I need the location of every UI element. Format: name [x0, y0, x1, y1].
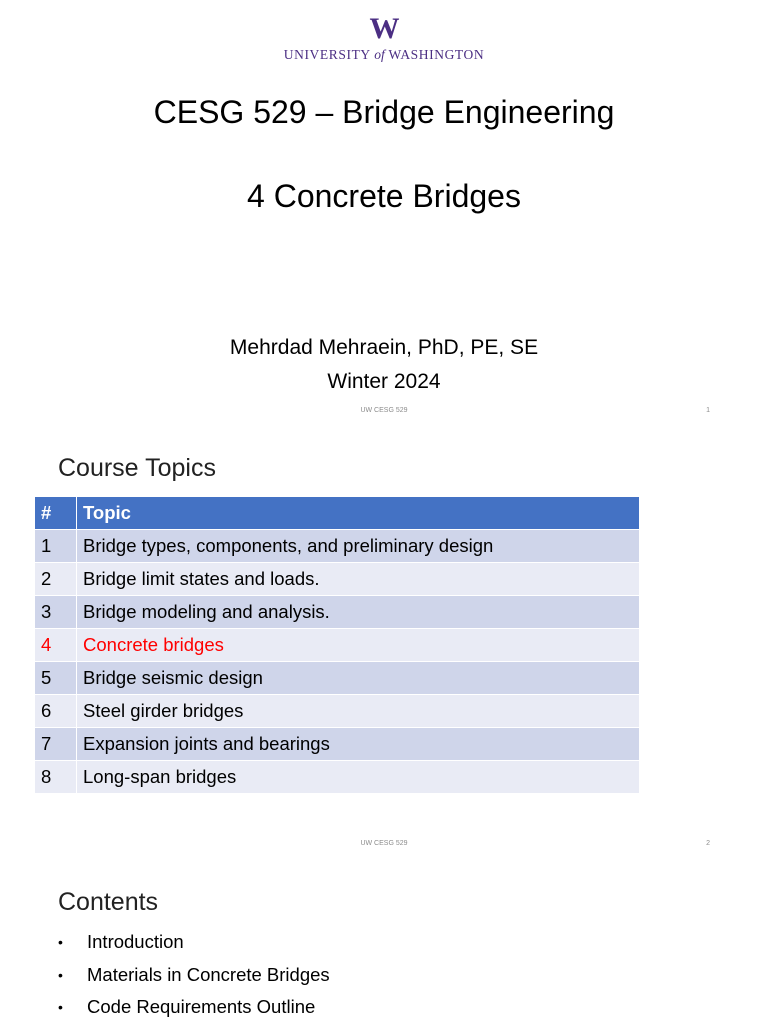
topic-number: 6	[35, 695, 77, 728]
topic-number: 4	[35, 629, 77, 662]
bullet-icon: •	[58, 999, 63, 1015]
topic-number: 1	[35, 530, 77, 563]
course-topics-slide	[0, 434, 768, 866]
topic-title: Steel girder bridges	[77, 695, 640, 728]
uw-wordmark	[0, 47, 768, 63]
topic-number: 3	[35, 596, 77, 629]
column-header-number: #	[35, 497, 77, 530]
topics-table	[35, 497, 639, 794]
title-slide	[0, 0, 768, 432]
topic-title: Expansion joints and bearings	[77, 728, 640, 761]
page-number: 1	[706, 407, 710, 414]
table-row-current	[35, 629, 639, 662]
table-row	[35, 596, 639, 629]
slide-heading: Course Topics	[58, 454, 216, 482]
bullet-icon: •	[58, 934, 63, 950]
contents-slide	[0, 868, 768, 1024]
table-row	[35, 728, 639, 761]
uw-logo	[0, 14, 768, 63]
uw-wordmark-of: of	[374, 47, 385, 62]
list-item-label: Introduction	[87, 931, 184, 952]
topic-number: 2	[35, 563, 77, 596]
topic-title: Bridge types, components, and preliminary design	[77, 530, 640, 563]
bullet-icon: •	[58, 966, 63, 983]
topic-number: 7	[35, 728, 77, 761]
table-row	[35, 662, 639, 695]
slide-footer: UW CESG 529	[360, 840, 408, 847]
uw-w-icon: W	[369, 12, 399, 45]
topic-title: Bridge seismic design	[77, 662, 640, 695]
page-number: 2	[706, 840, 710, 847]
term-label: Winter 2024	[327, 370, 441, 393]
contents-list	[58, 926, 330, 1024]
table-row	[35, 761, 639, 794]
slide-footer: UW CESG 529	[360, 407, 408, 414]
list-item-label: Materials in Concrete Bridges	[87, 963, 330, 985]
topic-number: 8	[35, 761, 77, 794]
slide-title: CESG 529 – Bridge Engineering	[153, 94, 615, 130]
list-item	[58, 926, 330, 959]
topic-title: Bridge modeling and analysis.	[77, 596, 640, 629]
topic-title: Bridge limit states and loads.	[77, 563, 640, 596]
topic-number: 5	[35, 662, 77, 695]
topic-title: Long-span bridges	[77, 761, 640, 794]
table-row	[35, 695, 639, 728]
author-name: Mehrdad Mehraein, PhD, PE, SE	[229, 336, 539, 359]
uw-wordmark-pre: UNIVERSITY	[283, 47, 375, 62]
list-item-label: Code Requirements Outline	[87, 996, 316, 1017]
table-header-row	[35, 497, 639, 530]
slide-heading: Contents	[58, 888, 159, 916]
slide-subtitle: 4 Concrete Bridges	[247, 178, 521, 214]
table-row	[35, 563, 639, 596]
list-item	[58, 959, 330, 992]
column-header-topic: Topic	[77, 497, 640, 530]
list-item	[58, 991, 330, 1024]
uw-wordmark-post: WASHINGTON	[384, 47, 485, 62]
table-row	[35, 530, 639, 563]
topic-title: Concrete bridges	[77, 629, 640, 662]
